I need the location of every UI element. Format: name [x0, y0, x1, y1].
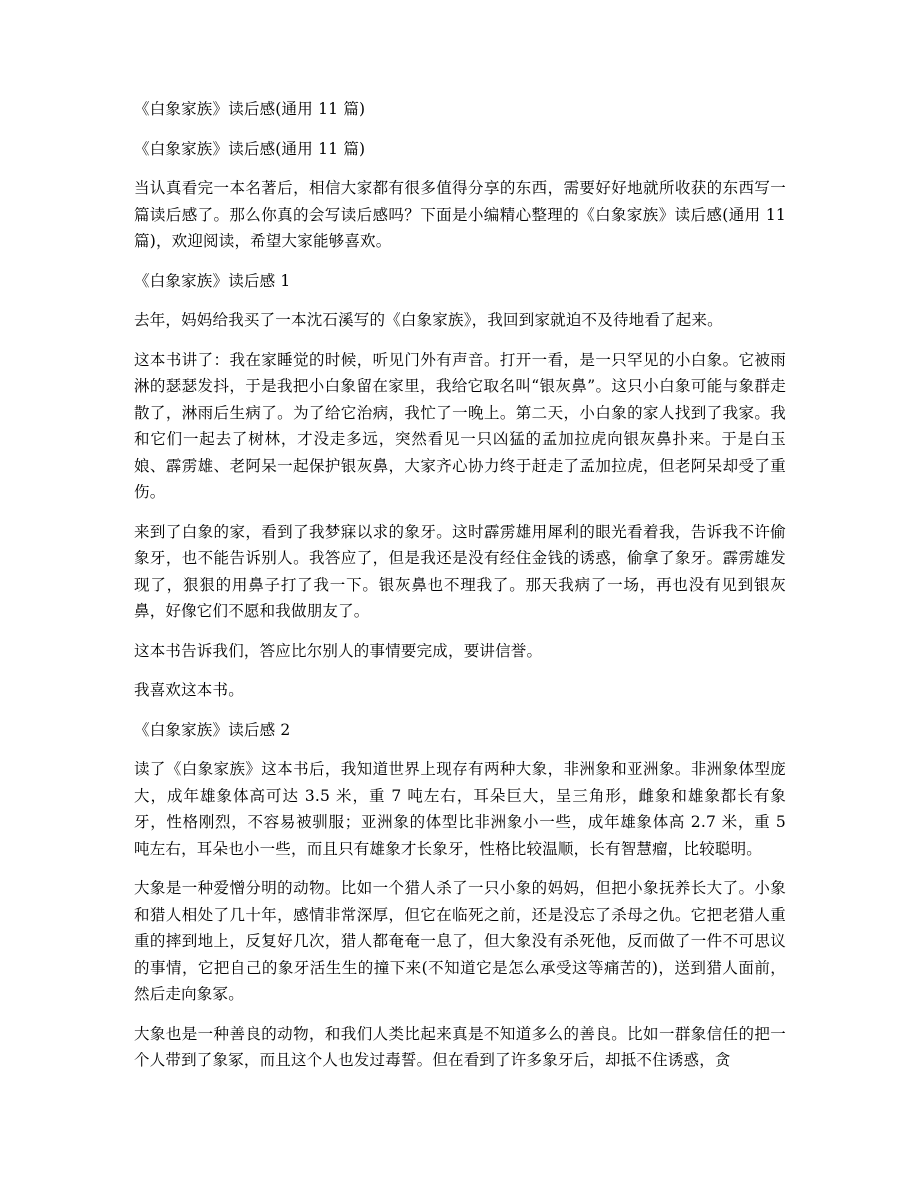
document-title: 《白象家族》读后感(通用 11 篇) — [134, 100, 366, 118]
section2-paragraph: 大象是一种爱憎分明的动物。比如一个猎人杀了一只小象的妈妈，但把小象抚养长大了。小象和猎人相处了几十年，感情非常深厚，但它在临死之前，还是没忘了杀母之仇。它把老猎人重重的摔到地上，反复好几次，猎人都奄奄一息了，但大象没有杀死他，反而做了一件不可思议的事情，它把自己的象牙活生生的撞下来(不知道它是怎么承受这等痛苦的)，送到猎人面前，然后走向象冢。 — [134, 879, 786, 1003]
section1-paragraph: 我喜欢这本书。 — [134, 681, 244, 699]
section1-paragraph: 去年，妈妈给我买了一本沈石溪写的《白象家族》，我回到家就迫不及待地看了起来。 — [134, 311, 723, 329]
section-heading-2: 《白象家族》读后感 2 — [134, 720, 291, 739]
document-page — [134, 96, 786, 1087]
section2-paragraph: 读了《白象家族》这本书后，我知道世界上现存有两种大象，非洲象和亚洲象。非洲象体型庞大，成年雄象体高可达 3.5 米，重 7 吨左右，耳朵巨大，呈三角形，雌象和雄象都长有象牙，性格刚烈，不容易被驯服；亚洲象的体型比非洲象小一些，成年雄象体高 2.7 米，重 5 吨左右，耳朵也小一些，而且只有雄象才长象牙，性格比较温顺，长有智慧瘤，比较聪明。 — [134, 760, 786, 858]
section2-paragraph: 大象也是一种善良的动物，和我们人类比起来真是不知道多么的善良。比如一群象信任的把一个人带到了象冢，而且这个人也发过毒誓。但在看到了许多象牙后，却抵不住诱惑，贪 — [134, 1024, 786, 1069]
document-subtitle: 《白象家族》读后感(通用 11 篇) — [134, 139, 366, 158]
section1-paragraph: 来到了白象的家，看到了我梦寐以求的象牙。这时霹雳雄用犀利的眼光看着我，告诉我不许偷象牙，也不能告诉别人。我答应了，但是我还是没有经住金钱的诱惑，偷拿了象牙。霹雳雄发现了，狠狠的用鼻子打了我一下。银灰鼻也不理我了。那天我病了一场，再也没有见到银灰鼻，好像它们不愿和我做朋友了。 — [134, 522, 786, 620]
section1-paragraph: 这本书讲了：我在家睡觉的时候，听见门外有声音。打开一看，是一只罕见的小白象。它被雨淋的瑟瑟发抖，于是我把小白象留在家里，我给它取名叫“银灰鼻”。这只小白象可能与象群走散了，淋雨后生病了。为了给它治病，我忙了一晚上。第二天，小白象的家人找到了我家。我和它们一起去了树林，才没走多远，突然看见一只凶猛的孟加拉虎向银灰鼻扑来。于是白玉娘、霹雳雄、老阿呆一起保护银灰鼻，大家齐心协力终于赶走了孟加拉虎，但老阿呆却受了重伤。 — [134, 350, 786, 501]
section1-paragraph: 这本书告诉我们，答应比尔别人的事情要完成，要讲信誉。 — [134, 641, 543, 660]
section-heading-1: 《白象家族》读后感 1 — [134, 271, 291, 290]
intro-paragraph: 当认真看完一本名著后，相信大家都有很多值得分享的东西，需要好好地就所收获的东西写一篇读后感了。那么你真的会写读后感吗？下面是小编精心整理的《白象家族》读后感(通用 11 篇)，欢迎阅读，希望大家能够喜欢。 — [134, 179, 786, 250]
